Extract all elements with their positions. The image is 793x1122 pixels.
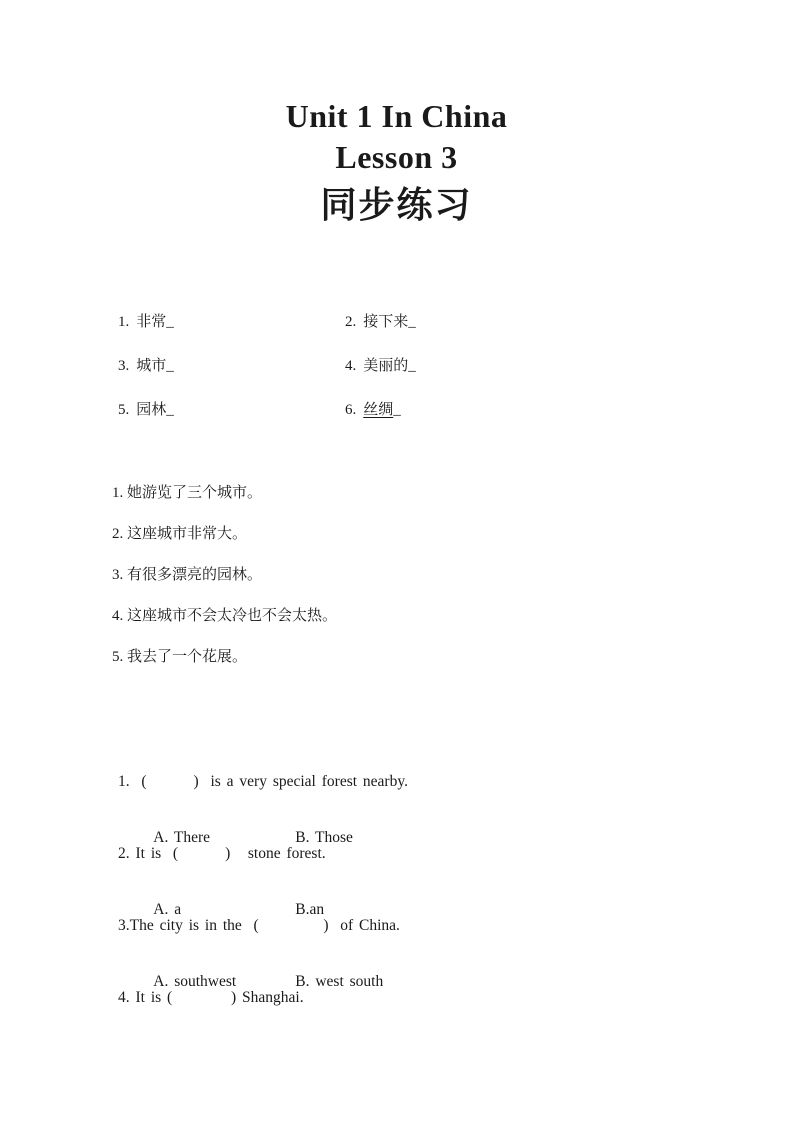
item-number: 3. <box>118 358 130 374</box>
vocab-row <box>118 356 733 400</box>
vocab-word: 园林 <box>136 402 167 418</box>
answer-blank: _ <box>166 314 174 330</box>
answer-blank: _ <box>166 358 174 374</box>
mc-option-b: B. Those <box>295 829 353 846</box>
vocab-word: 美丽的 <box>363 358 409 374</box>
mc-option-a: A. southwest <box>153 973 237 990</box>
sentence-item: 5. 我去了一个花展。 <box>112 649 248 665</box>
vocab-item-6 <box>345 400 401 444</box>
mc-option-b: B. west south <box>295 973 384 990</box>
answer-blank: _ <box>408 314 416 330</box>
vocab-word: 丝绸 <box>363 402 394 418</box>
mc-question-1-prompt: 1. ( ) is a very special forest nearby. <box>118 773 408 790</box>
mc-question-2-options <box>118 880 733 916</box>
lesson-title: Lesson 3 <box>335 139 458 175</box>
vocab-word: 接下来 <box>363 314 409 330</box>
vocab-word: 城市 <box>136 358 167 374</box>
unit-title: Unit 1 In China <box>285 98 508 134</box>
item-number: 4. <box>345 358 357 374</box>
title-block <box>0 96 793 228</box>
multiple-choice-section <box>118 772 733 1024</box>
mc-question-2-prompt: 2. It is ( ) stone forest. <box>118 845 326 862</box>
vocab-item-3 <box>118 356 345 400</box>
sentences-section <box>112 483 733 688</box>
mc-question-4-prompt: 4. It is ( ) Shanghai. <box>118 989 304 1006</box>
sentence-item: 3. 有很多漂亮的园林。 <box>112 567 263 583</box>
vocab-row <box>118 400 733 444</box>
vocab-word: 非常 <box>136 314 167 330</box>
mc-option-a: A. There <box>153 829 211 846</box>
mc-question-3-options <box>118 952 733 988</box>
answer-blank: _ <box>166 402 174 418</box>
item-number: 2. <box>345 314 357 330</box>
vocab-item-4 <box>345 356 416 400</box>
item-number: 1. <box>118 314 130 330</box>
sentence-item: 4. 这座城市不会太冷也不会太热。 <box>112 608 338 624</box>
item-number: 5. <box>118 402 130 418</box>
mc-option-b: B.an <box>295 901 325 918</box>
vocab-item-1 <box>118 312 345 356</box>
sentence-item: 2. 这座城市非常大。 <box>112 526 248 542</box>
vocab-row <box>118 312 733 356</box>
answer-blank: _ <box>393 402 401 418</box>
sentence-item: 1. 她游览了三个城市。 <box>112 485 263 501</box>
vocab-item-5 <box>118 400 345 444</box>
mc-question-3-prompt: 3.The city is in the ( ) of China. <box>118 917 400 934</box>
answer-blank: _ <box>408 358 416 374</box>
vocab-item-2 <box>345 312 416 356</box>
mc-option-a: A. a <box>153 901 182 918</box>
item-number: 6. <box>345 402 357 418</box>
mc-question-1-options <box>118 808 733 844</box>
vocabulary-section <box>118 312 733 444</box>
practice-title: 同步练习 <box>320 184 473 225</box>
